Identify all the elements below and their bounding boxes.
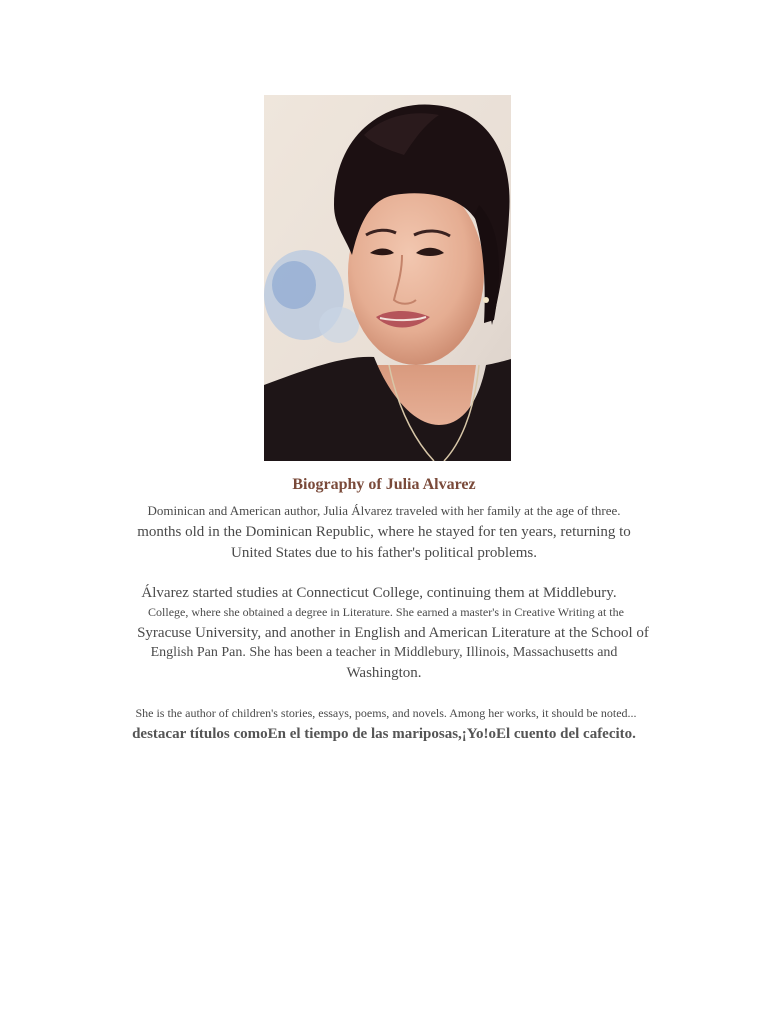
paragraph-2-line-3: Syracuse University, and another in English and American Literature at the School of <box>137 625 649 641</box>
paragraph-1-line-1: Dominican and American author, Julia Álvarez traveled with her family at the age of three. <box>147 503 621 518</box>
paragraph-3-line-2: destacar títulos comoEn el tiempo de las mariposas,¡Yo!oEl cuento del cafecito. <box>132 726 636 742</box>
author-portrait-photo <box>264 95 511 461</box>
page-title: Biography of Julia Alvarez <box>292 476 476 493</box>
paragraph-1-line-3: United States due to his father's political problems. <box>231 545 537 561</box>
paragraph-2-line-2: College, where she obtained a degree in Literature. She earned a master's in Creative Writing at the <box>148 605 624 619</box>
paragraph-3-line-1: She is the author of children's stories, essays, poems, and novels. Among her works, it should be noted... <box>135 706 637 720</box>
paragraph-1-line-2: months old in the Dominican Republic, where he stayed for ten years, returning to <box>137 524 631 540</box>
paragraph-2-line-1: Álvarez started studies at Connecticut College, continuing them at Middlebury. <box>141 585 617 601</box>
paragraph-2-line-5: Washington. <box>346 665 422 681</box>
paragraph-2-line-4: English Pan Pan. She has been a teacher in Middlebury, Illinois, Massachusetts and <box>150 645 618 660</box>
